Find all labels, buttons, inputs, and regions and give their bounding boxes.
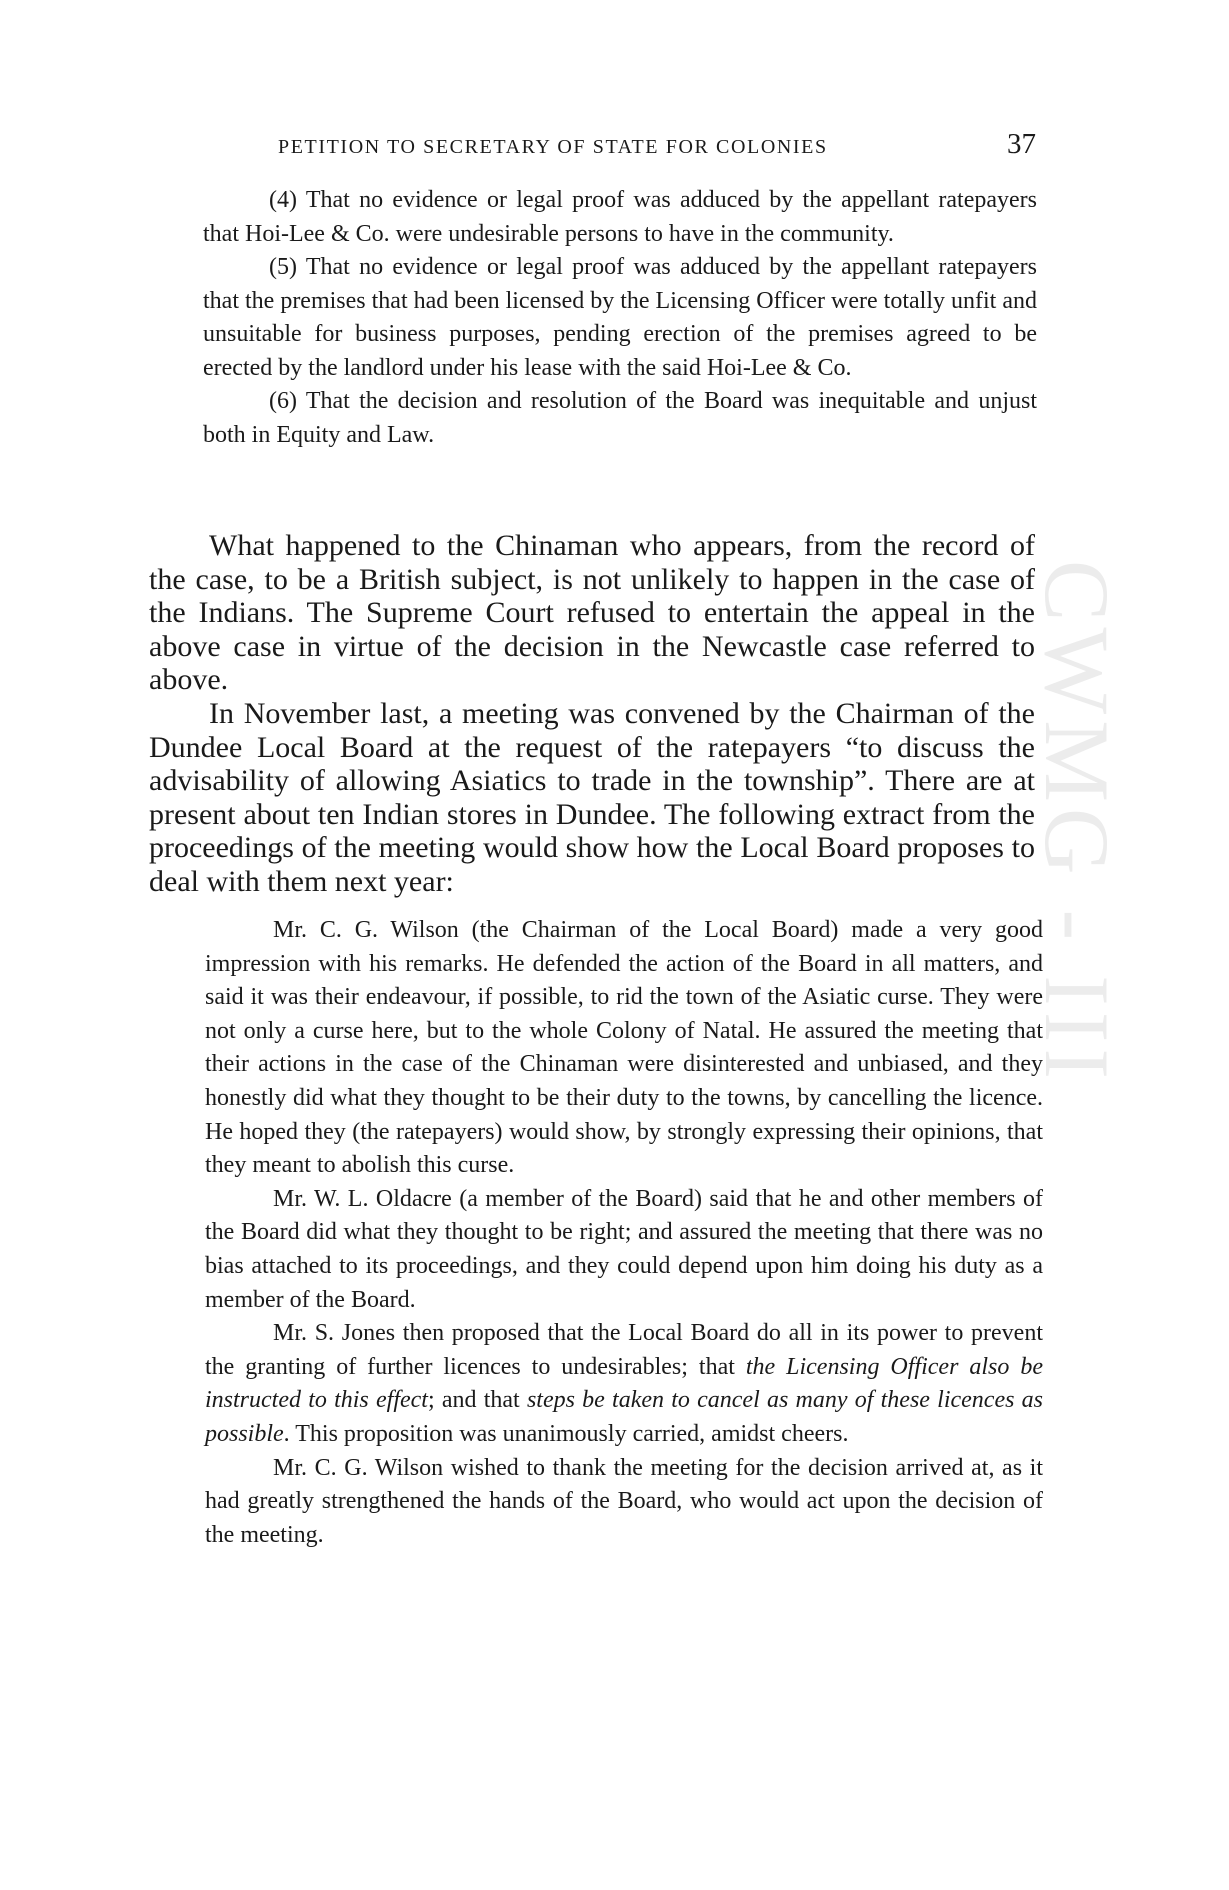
quote-paragraph-jones [205,1317,1043,1451]
body-text [149,529,1035,899]
quote-text: Mr. S. Jones then proposed that the Local Board do all in its power to prevent the granting of further licences to undesirables; that [205,1320,1043,1380]
italic-emphasis: the Licensing Officer also be instructed to this effect [205,1353,1043,1414]
watermark: CWMG - III [1026,560,1128,1085]
page-number: 37 [1007,128,1036,160]
numbered-points [203,184,1037,452]
italic-emphasis: steps be taken to cancel as many of these licences as possible [205,1387,1044,1447]
body-paragraph: What happened to the Chinaman who appears, from the record of the case, to be a British subject, is not unlikely to happen in the case of the Indians. The Supreme Court refused to entertain the appeal in the above case in virtue of the decision in the Newcastle case referred to above. [149,529,1035,697]
quote-paragraph-wilson: Mr. C. G. Wilson (the Chairman of the Local Board) made a very good impression with his remarks. He defended the action of the Board in all matters, and said it was their endeavour, if possible, to rid the town of the Asiatic curse. They were not only a curse here, but to the whole Colony of Natal. He assured the meeting that their actions in the case of the Chinaman were disinterested and unbiased, and they honestly did what they thought to be their duty to the towns, by cancelling the licence. He hoped they (the ratepayers) would show, by strongly expressing their opinions, that they meant to abolish this curse. [205,917,1043,1179]
point-5: (5) That no evidence or legal proof was adduced by the appellant ratepayers that the premises that had been licensed by the Licensing Officer were totally unfit and unsuitable for business purposes, pending erection of the premises agreed to be erected by the landlord under his lease with the said Hoi-Lee & Co. [203,254,1037,381]
quoted-extract [205,914,1043,1552]
point-4: (4) That no evidence or legal proof was adduced by the appellant ratepayers that Hoi-Lee & Co. were undesirable persons to have in the community. [203,187,1037,247]
page-header [200,128,1036,168]
quote-text: . This proposition was unanimously carried, amidst cheers. [283,1420,849,1447]
body-paragraph: In November last, a meeting was convened by the Chairman of the Dundee Local Board at the request of the ratepayers “to discuss the advisability of allowing Asiatics to trade in the township”. There are at present about ten Indian stores in Dundee. The following extract from the proceedings of the meeting would show how the Local Board proposes to deal with them next year: [149,696,1035,898]
quote-text: ; and that [427,1387,527,1414]
quote-paragraph-oldacre: Mr. W. L. Oldacre (a member of the Board) said that he and other members of the Board did what they thought to be right; and assured the meeting that there was no bias attached to its proceedings, and they could depend upon him doing his duty as a member of the Board. [205,1185,1043,1313]
quote-paragraph-wilson-closing: Mr. C. G. Wilson wished to thank the meeting for the decision arrived at, as it had greatly strengthened the hands of the Board, who would act upon the decision of the meeting. [205,1454,1043,1548]
running-head: PETITION TO SECRETARY OF STATE FOR COLONIES [278,136,828,158]
point-6: (6) That the decision and resolution of the Board was inequitable and unjust both in Equity and Law. [203,388,1037,448]
